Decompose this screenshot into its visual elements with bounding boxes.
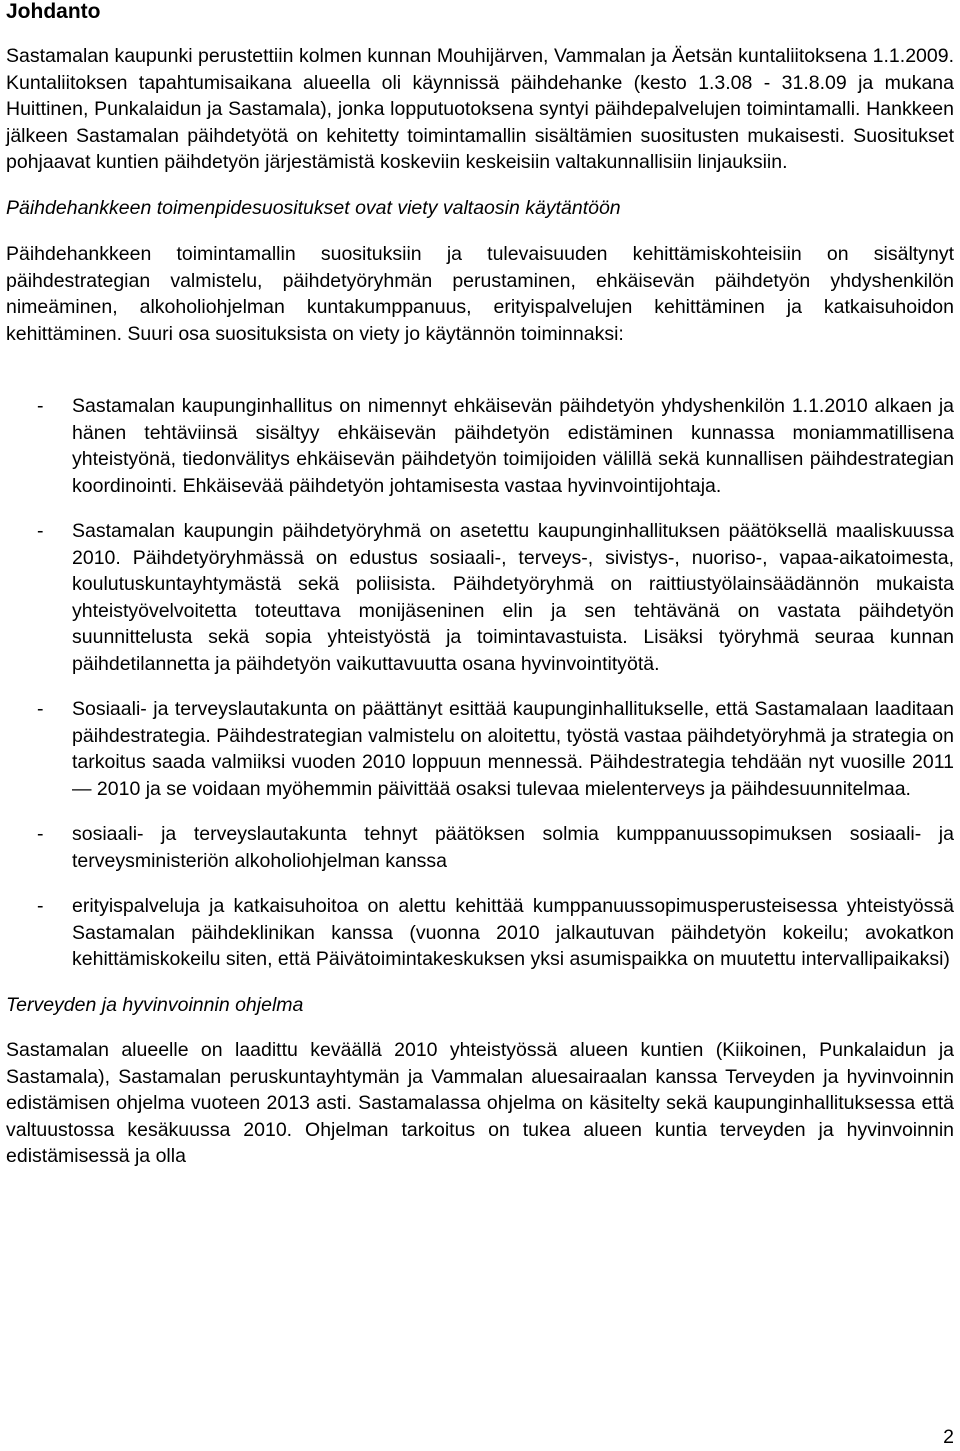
subheading-recommendations: Päihdehankkeen toimenpidesuositukset ovat viety valtaosin käytäntöön <box>6 196 621 219</box>
dash-bullet: - <box>37 698 44 720</box>
list-item <box>6 393 954 499</box>
list-item-text: sosiaali- ja terveyslautakunta tehnyt päätöksen solmia kumppanuussopimuksen sosiaali- ja terveysministeriön alkoholiohjelman kanssa <box>72 823 954 872</box>
list-item <box>6 893 954 973</box>
document-page <box>6 0 954 1170</box>
list-item-text: Sastamalan kaupungin päihdetyöryhmä on asetettu kaupunginhallituksen päätöksellä maaliskuussa 2010. Päihdetyöryhmässä on edustus sosiaali-, terveys-, sivistys-, nuoriso-, vapaa-aikatoimesta, koulutuskuntayhtymästä sekä poliisista. Päihdetyöryhmä on raittiustyölainsäädännön mukaista yhteistyövelvoitetta toteuttava monijäseninen elin ja sen tehtävänä on vastata päihdetyön suunnittelusta sekä sopia yhteistyöstä ja toimintavastuista. Lisäksi työryhmä seuraa kunnan päihdetilannetta ja päihdetyön vaikuttavuutta osana hyvinvointityötä. <box>72 520 954 675</box>
list-item-text: Sosiaali- ja terveyslautakunta on päättänyt esittää kaupunginhallitukselle, että Sastamalaan laaditaan päihdestrategia. Päihdestrategian valmistelu on aloitettu, työstä vastaa päihdetyöryhmä ja strategia on tarkoitus saada valmiiksi vuoden 2010 loppuun mennessä. Päihdestrategia tehdään nyt vuosille 2011 — 2010 ja se voidaan myöhemmin päivittää osaksi tulevaa mielenterveys ja päihdesuunnitelmaa. <box>72 698 954 800</box>
dash-bullet: - <box>37 823 44 845</box>
subheading-health-program: Terveyden ja hyvinvoinnin ohjelma <box>6 993 304 1016</box>
health-program-paragraph: Sastamalan alueelle on laadittu keväällä 2010 yhteistyössä alueen kuntien (Kiikoinen, Punkalaidun ja Sastamala), Sastamalan peruskuntayhtymän ja Vammalan aluesairaalan kanssa Terveyden ja hyvinvoinnin edistämisen ohjelma vuoteen 2013 asti. Sastamalassa ohjelma on käsitelty sekä kaupunginhallituksessa että valtuustossa kesäkuussa 2010. Ohjelman tarkoitus on tukea alueen kuntia terveyden ja hyvinvoinnin edistämisessä ja olla <box>6 1039 954 1167</box>
dash-bullet: - <box>37 520 44 542</box>
list-item <box>6 518 954 677</box>
recommendations-paragraph: Päihdehankkeen toimintamallin suosituksiin ja tulevaisuuden kehittämiskohteisiin on sisältynyt päihdestrategian valmistelu, päihdetyöryhmän perustaminen, ehkäisevän päihdetyön yhdyshenkilön nimeäminen, alkoholiohjelman kuntakumppanuus, erityispalvelujen kehittäminen ja katkaisuhoidon kehittäminen. Suuri osa suosituksista on viety jo käytännön toiminnaksi: <box>6 243 954 345</box>
list-item <box>6 696 954 802</box>
page-number: 2 <box>943 1425 954 1448</box>
section-heading: Johdanto <box>6 0 101 23</box>
list-item-text: erityispalveluja ja katkaisuhoitoa on alettu kehittää kumppanuussopimusperusteisessa yhteistyössä Sastamalan päihdeklinikan kanssa (vuonna 2010 jalkautuvan päihdetyön kokeilu; avokatkon kehittämiskokeilu siten, että Päivätoimintakeskuksen yksi asumispaikka on muutettu intervallipaikaksi) <box>72 895 954 970</box>
intro-paragraph: Sastamalan kaupunki perustettiin kolmen kunnan Mouhijärven, Vammalan ja Äetsän kuntaliitoksena 1.1.2009. Kuntaliitoksen tapahtumisaikana alueella oli käynnissä päihdehanke (kesto 1.3.08 - 31.8.09 ja mukana Huittinen, Punkalaidun ja Sastamala), jonka lopputuotoksena syntyi päihdepalvelujen toimintamalli. Hankkeen jälkeen Sastamalan päihdetyötä on kehitetty toimintamallin sisältämien suositusten mukaisesti. Suositukset pohjaavat kuntien päihdetyön järjestämistä koskeviin keskeisiin valtakunnallisiin linjauksiin. <box>6 45 954 173</box>
dash-bullet: - <box>37 395 44 417</box>
list-item-text: Sastamalan kaupunginhallitus on nimennyt ehkäisevän päihdetyön yhdyshenkilön 1.1.2010 alkaen ja hänen tehtäviinsä sisältyy ehkäisevän päihdetyön edistäminen kunnassa moniammatillisena yhteistyönä, tiedonvälitys ehkäisevän päihdetyön toimijoiden välillä sekä kunnallisen päihdestrategian koordinointi. Ehkäisevää päihdetyön johtamisesta vastaa hyvinvointijohtaja. <box>72 395 954 497</box>
dash-bullet: - <box>37 895 44 917</box>
measures-list <box>6 393 954 973</box>
list-item <box>6 821 954 874</box>
